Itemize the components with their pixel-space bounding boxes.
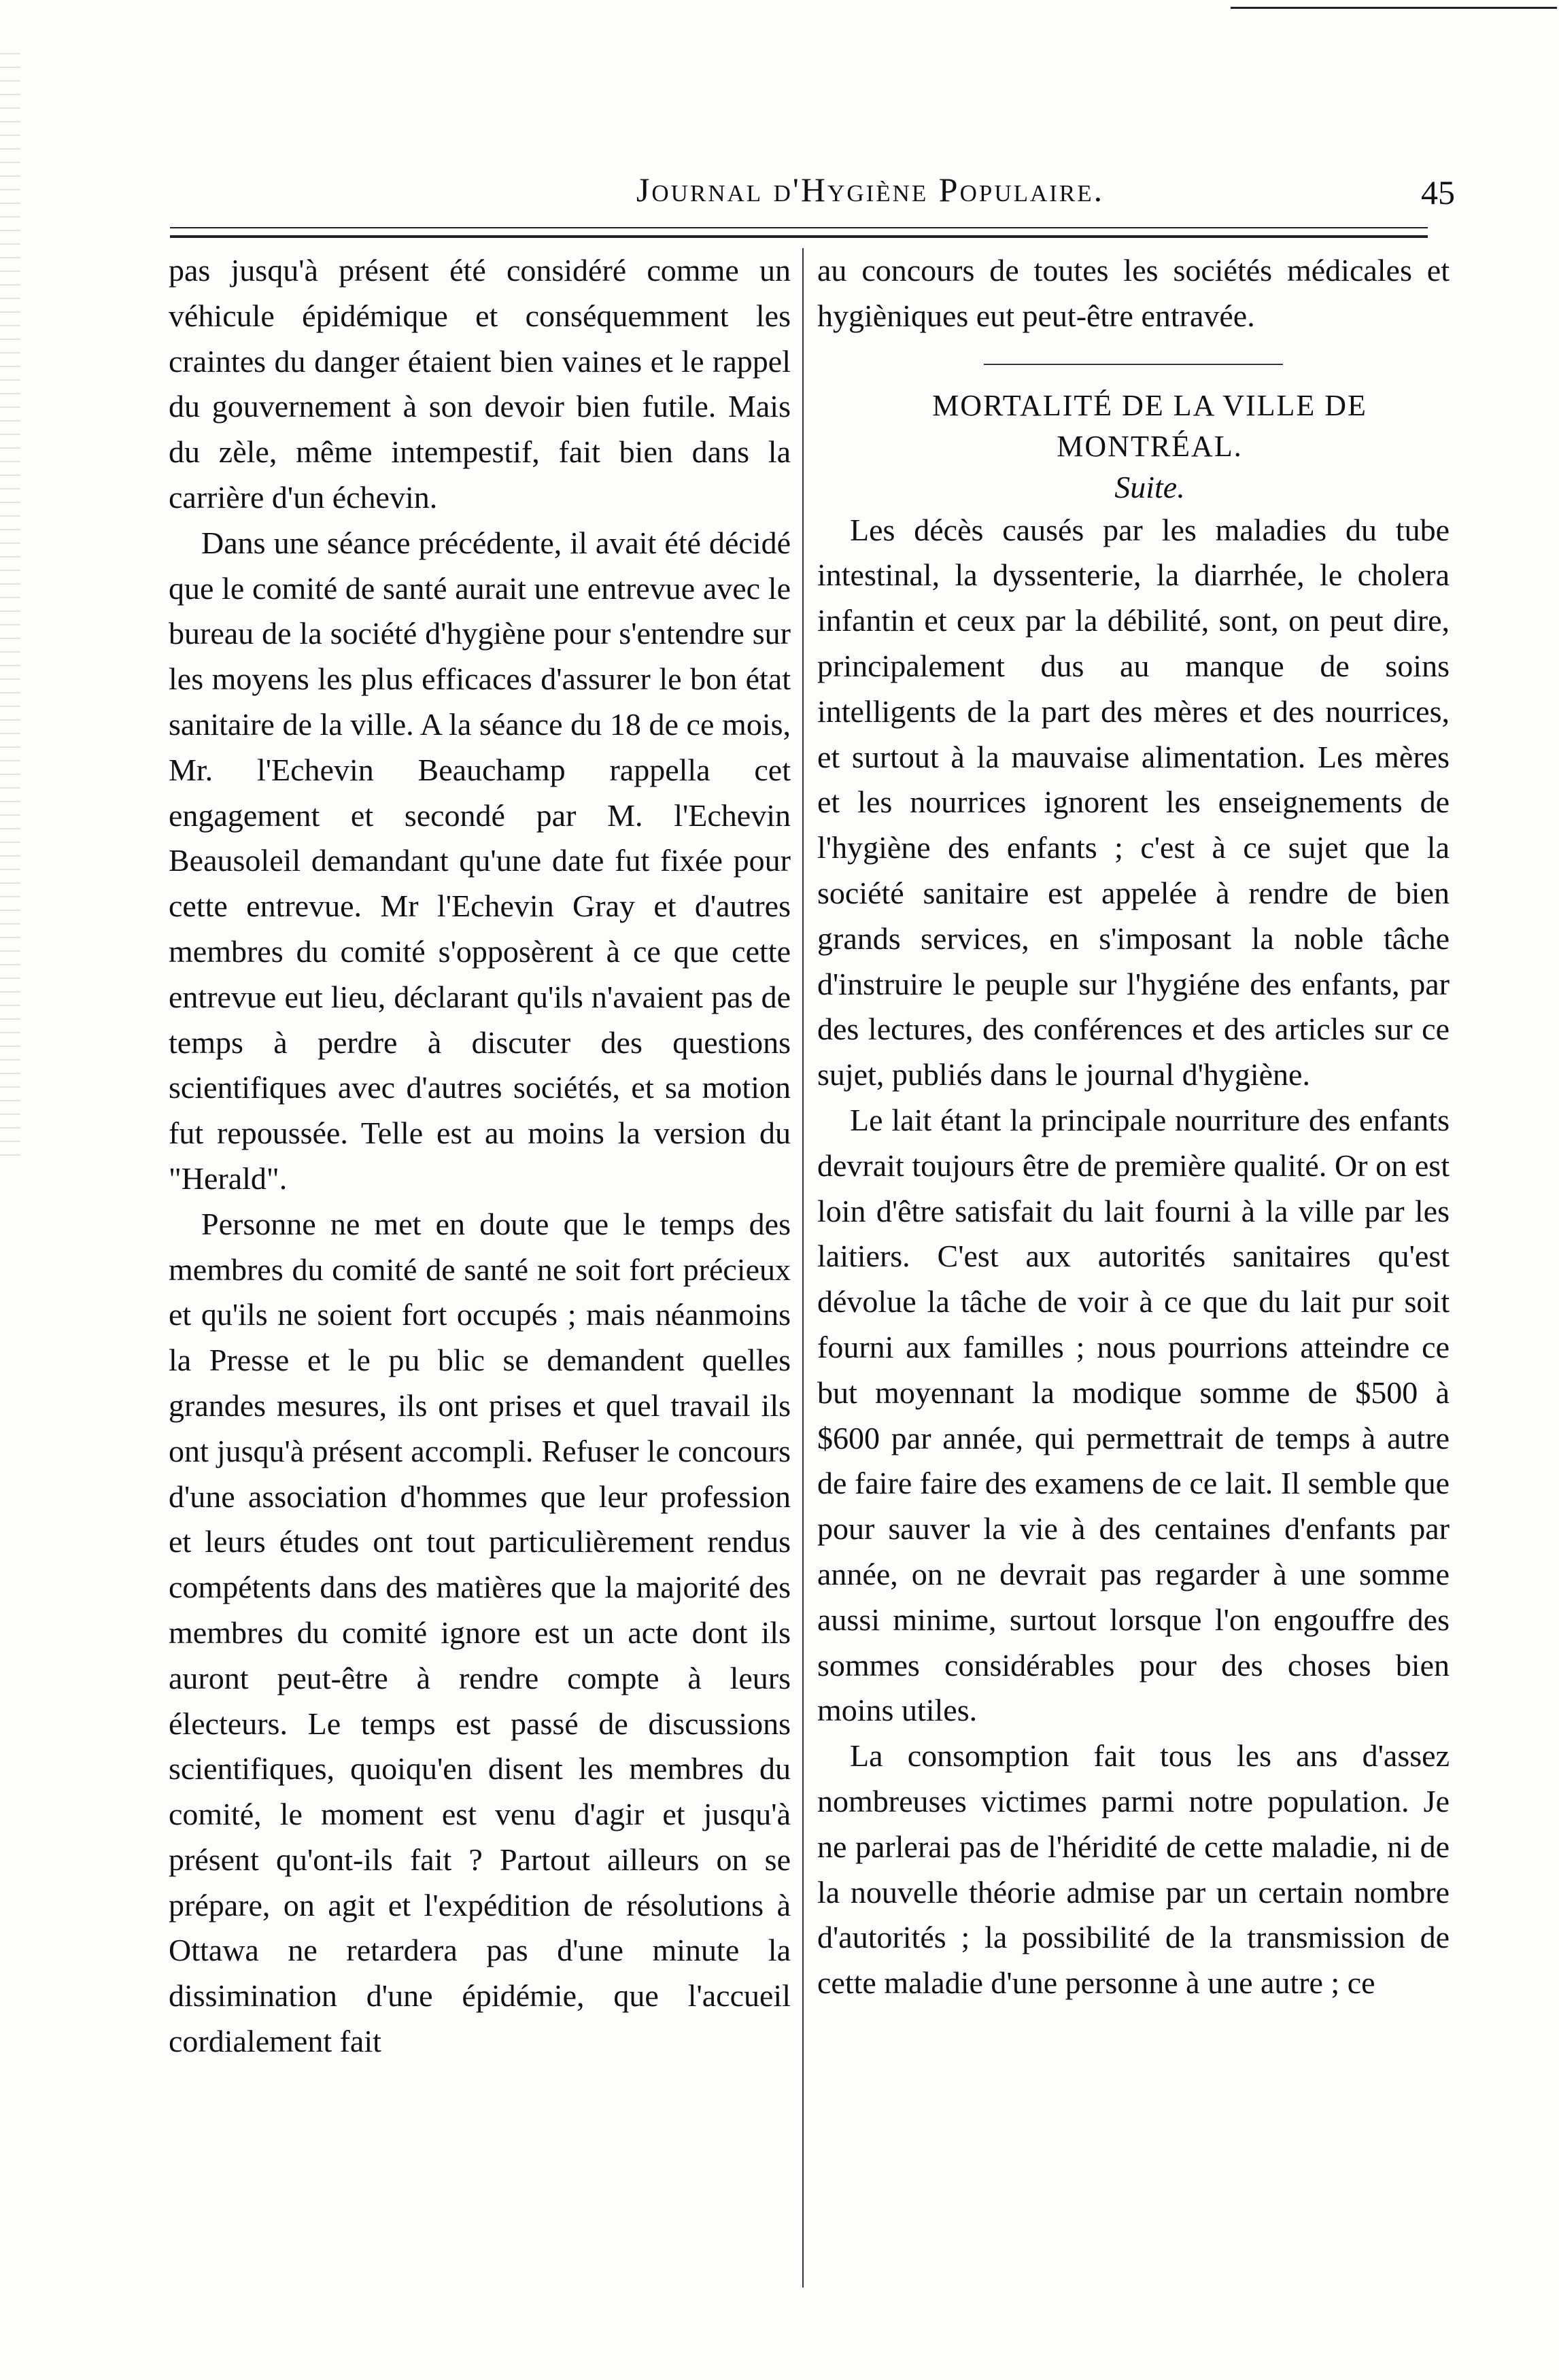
right-paragraph-1: Les décès causés par les maladies du tube intestinal, la dyssenterie, la diarrhée, le cholera infantin et ceux par la débilité, sont, on peut dire, principalement dus au manque de soins intelligents de la part des mères et des nourrices, et surtout à la mauvaise alimentation. Les mères et les nourrices ignorent les enseignements de l'hygiène des enfants ; c'est à ce sujet que la société sanitaire est appelée à rendre de bien grands services, en s'imposant la noble tâche d'instruire le peuple sur l'hygiéne des enfants, par des lectures, des conférences et des articles sur ce sujet, publiés dans le journal d'hygiène. [817,512,1450,1092]
page-header [170,170,1455,218]
section-separator [984,364,1283,365]
right-paragraph-2: Le lait étant la principale nourriture des enfants devrait toujours être de première qualité. Or on est loin d'être satisfait du lait fourni à la ville par les laitiers. C'est aux autorités sanitaires qu'est dévolue la tâche de voir à ce que du lait pur soit fourni aux familles ; nous pourrions atteindre ce but moyennant la modique somme de $500 à $600 par année, qui permettrait de temps à autre de faire faire des examens de ce lait. Il semble que pour sauver la vie à des centaines d'enfants par année, on ne devrait pas regarder à une somme aussi minime, surtout lorsque l'on engouffre des sommes considérables pour des choses bien moins utiles. [817,1102,1450,1728]
left-paragraph-2: Dans une séance précédente, il avait été décidé que le comité de santé aurait une entrevue avec le bureau de la société d'hygiène pour s'entendre sur les moyens les plus efficaces d'assurer le bon état sanitaire de la ville. A la séance du 18 de ce mois, Mr. l'Echevin Beauchamp rappella cet engagement et secondé par M. l'Echevin Beausoleil demandant qu'une date fut fixée pour cette entrevue. Mr l'Echevin Gray et d'autres membres du comité s'opposèrent à ce que cette entrevue eut lieu, déclarant qu'ils n'avaient pas de temps à perdre à discuter des questions scientifiques avec d'autres sociétés, et sa motion fut repoussée. Telle est au moins la version du "Herald". [169,525,791,1196]
right-continuation: au concours de toutes les sociétés médicales et hygièniques eut peut-être entravée. [817,253,1450,333]
left-paragraph-1: pas jusqu'à présent été considéré comme un véhicule épidémique et conséquemment les craintes du danger étaient bien vaines et le rappel du gouvernement à son devoir bien futile. Mais du zèle, même intempestif, fait bien dans la carrière d'un échevin. [169,253,791,515]
page-edge-shadow [0,41,20,1156]
section-title-line-2: MONTRÉAL. [1057,429,1243,463]
column-divider [802,248,804,2288]
header-double-rule [170,227,1428,238]
running-title: Journal d'Hygiène Populaire. [636,171,1105,209]
top-edge-rule [1231,7,1557,9]
page-number: 45 [1421,173,1455,211]
section-subtitle: Suite. [1114,469,1185,504]
right-paragraph-3: La consomption fait tous les ans d'assez nombreuses victimes parmi notre population. Je ne parlerai pas de l'héridité de cette maladie, ni de la nouvelle théorie admise par un certain nombre d'autorités ; la possibilité de la transmission de cette maladie d'une personne à une autre ; ce [817,1738,1450,2001]
left-paragraph-3: Personne ne met en doute que le temps des membres du comité de santé ne soit fort précieux et qu'ils ne soient fort occupés ; mais néanmoins la Presse et le pu blic se demandent quelles grandes mesures, ils ont prises et quel travail ils ont jusqu'à présent accompli. Refuser le concours d'une association d'hommes que leur profession et leurs études ont tout particulièrement rendus compétents dans des matières que la majorité des membres du comité ignore est un acte dont ils auront peut-être à rendre compte à leurs électeurs. Le temps est passé de discussions scientifiques, quoiqu'en disent les membres du comité, le moment est venu d'agir et jusqu'à présent qu'ont-ils fait ? Partout ailleurs on se prépare, on agit et l'expédition de résolutions à Ottawa ne retardera pas d'une minute la dissimination d'une épidémie, que l'accueil cordialement fait [169,1206,791,2059]
section-title-line-1: MORTALITÉ DE LA VILLE DE [932,388,1367,422]
left-column [169,248,791,2305]
right-column [817,248,1450,2305]
